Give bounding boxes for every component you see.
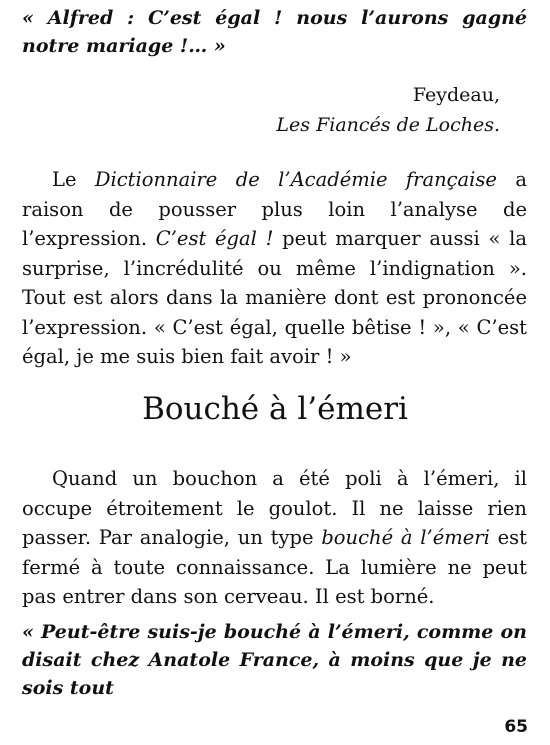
- quote-attribution: [276, 80, 500, 140]
- paragraph-1-title-dictionary: Dictionnaire de l’Académie française: [94, 168, 497, 191]
- paragraph-2-expression: bouché à l’émeri: [321, 526, 490, 549]
- attribution-work: Les Fiancés de Loches.: [276, 114, 500, 136]
- closing-quote: « Peut-être suis-je bouché à l’émeri, comme on disait chez Anatole France, à moins que je ne sois tout: [22, 621, 527, 699]
- attribution-author: Feydeau,: [412, 84, 500, 106]
- paragraph-emeri: [22, 464, 527, 612]
- paragraph-1-expression: C’est égal !: [155, 227, 274, 250]
- paragraph-1-text-1: Le: [52, 168, 95, 191]
- paragraph-2-text-2: est fermé à toute connaissance. La lumière ne peut pas entrer dans son cerveau. Il est borné.: [22, 526, 527, 608]
- section-heading: Bouché à l’émeri: [142, 391, 408, 427]
- paragraph-1-text-2: a raison de pousser plus loin l’analyse de l’expression.: [22, 168, 527, 250]
- paragraph-1-text-3: peut marquer aussi « la surprise, l’incrédulité ou même l’indignation ». Tout est alors dans la manière dont est prononcée l’expression. « C’est égal, quelle bêtise ! », « C’est égal, je me suis bien fait avoir ! »: [22, 227, 527, 368]
- epigraph-quote: « Alfred : C’est égal ! nous l’aurons gagné notre mariage !… »: [22, 7, 527, 57]
- paragraph-2-text-1: Quand un bouchon a été poli à l’émeri, il occupe étroitement le goulot. Il ne laisse rien passer. Par analogie, un type: [22, 467, 527, 549]
- paragraph-dictionary: [22, 165, 527, 372]
- page-number: 65: [504, 717, 528, 737]
